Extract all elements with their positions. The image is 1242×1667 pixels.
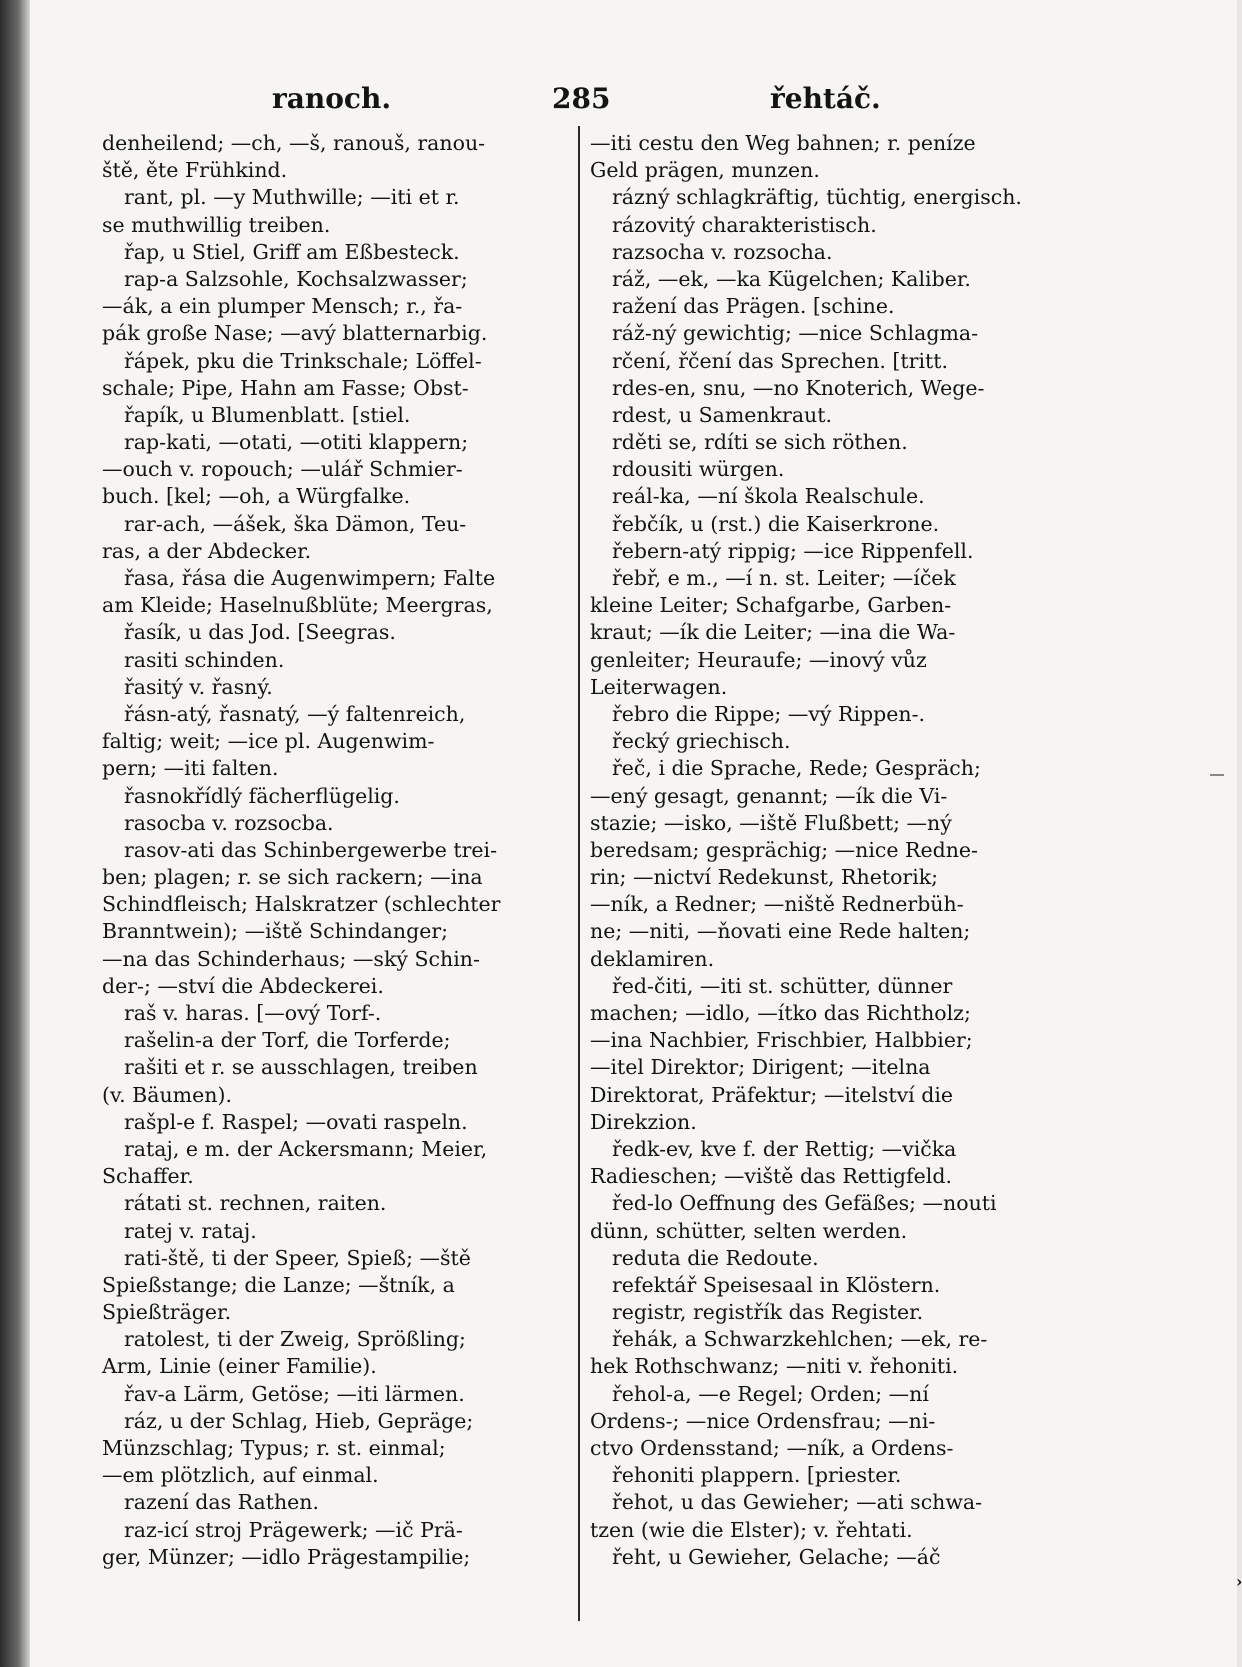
- entry-line: kraut; —ík die Leiter; —ina die Wa-: [590, 620, 956, 645]
- entry-line: řehot, u das Gewieher; —ati schwa-: [612, 1490, 983, 1515]
- entry-line: Leiterwagen.: [590, 674, 728, 699]
- entry-line: Direkzion.: [590, 1109, 697, 1134]
- entry-line: der-; —ství die Abdeckerei.: [102, 973, 384, 998]
- entry-line: am Kleide; Haselnußblüte; Meergras,: [102, 593, 493, 618]
- entry-line: rap-kati, —otati, —otiti klappern;: [124, 430, 469, 455]
- entry-line: —itel Direktor; Dirigent; —itelna: [590, 1055, 931, 1080]
- entry-line: denheilend; —ch, —š, ranouš, ranou-: [102, 131, 486, 155]
- entry-line: rap-a Salzsohle, Kochsalzwasser;: [124, 266, 468, 291]
- entry-line: rázovitý charakteristisch.: [612, 212, 877, 237]
- entry-line: rdousiti würgen.: [612, 457, 785, 482]
- entry-line: řebčík, u (rst.) die Kaiserkrone.: [612, 511, 940, 536]
- entry-line: ratolest, ti der Zweig, Sprößling;: [124, 1327, 466, 1352]
- entry-line: řebř, e m., —í n. st. Leiter; —íček: [612, 566, 956, 590]
- entry-line: ráz, u der Schlag, Hieb, Gepräge;: [124, 1408, 474, 1433]
- entry-line: —ák, a ein plumper Mensch; r., řa-: [102, 294, 463, 319]
- entry-line: ratej v. rataj.: [124, 1218, 257, 1243]
- entry-line: ště, ěte Frühkind.: [102, 158, 288, 183]
- entry-line: raz-icí stroj Prägewerk; —ič Prä-: [124, 1517, 463, 1542]
- entry-line: rčení, řčení das Sprechen. [tritt.: [612, 348, 949, 373]
- entry-line: Münzschlag; Typus; r. st. einmal;: [102, 1436, 446, 1460]
- entry-line: řed-čiti, —iti st. schütter, dünner: [612, 973, 953, 998]
- entry-line: řápek, pku die Trinkschale; Löffel-: [124, 348, 482, 373]
- entry-line: řasitý v. řasný.: [124, 674, 273, 699]
- entry-line: Arm, Linie (einer Familie).: [102, 1354, 377, 1379]
- entry-line: řasík, u das Jod. [Seegras.: [124, 620, 396, 645]
- entry-line: —ený gesagt, genannt; —ík die Vi-: [590, 783, 948, 808]
- entry-line: ras, a der Abdecker.: [102, 538, 312, 563]
- entry-line: Branntwein); —iště Schindanger;: [102, 919, 449, 944]
- entry-line: ne; —niti, —ňovati eine Rede halten;: [590, 919, 971, 944]
- entry-line: schale; Pipe, Hahn am Fasse; Obst-: [102, 375, 469, 400]
- entry-line: Geld prägen, munzen.: [590, 158, 820, 183]
- entry-line: řed-lo Oeffnung des Gefäßes; —nouti: [612, 1191, 997, 1216]
- entry-line: Spießträger.: [102, 1300, 232, 1325]
- entry-line: řap, u Stiel, Griff am Eßbesteck.: [124, 239, 460, 264]
- book-spine-shadow: [0, 0, 30, 1667]
- entry-line: rašpl-e f. Raspel; —ovati raspeln.: [124, 1109, 468, 1134]
- entry-line: se muthwillig treiben.: [102, 212, 331, 237]
- entry-line: rasiti schinden.: [124, 647, 285, 672]
- entry-line: Schaffer.: [102, 1164, 194, 1189]
- left-column: [102, 130, 572, 1571]
- page-corner-mark: ›: [1236, 1572, 1242, 1591]
- right-column: [590, 130, 1060, 1571]
- entry-line: buch. [kel; —oh, a Würgfalke.: [102, 484, 411, 509]
- entry-line: řav-a Lärm, Getöse; —iti lärmen.: [124, 1381, 465, 1406]
- entry-line: ctvo Ordensstand; —ník, a Ordens-: [590, 1436, 954, 1460]
- entry-line: rašelin-a der Torf, die Torferde;: [124, 1028, 451, 1053]
- entry-line: pern; —iti falten.: [102, 756, 279, 781]
- entry-line: Direktorat, Präfektur; —itelství die: [590, 1082, 954, 1107]
- entry-line: řeht, u Gewieher, Gelache; —áč: [612, 1544, 941, 1569]
- entry-line: řeč, i die Sprache, Rede; Gespräch;: [612, 756, 981, 781]
- entry-line: rar-ach, —ášek, ška Dämon, Teu-: [124, 511, 467, 536]
- entry-line: faltig; weit; —ice pl. Augenwim-: [102, 729, 435, 754]
- entry-line: kleine Leiter; Schafgarbe, Garben-: [590, 593, 952, 618]
- entry-line: řapík, u Blumenblatt. [stiel.: [124, 402, 411, 427]
- entry-line: rátati st. rechnen, raiten.: [124, 1191, 387, 1216]
- dictionary-page: [30, 0, 1242, 1667]
- page-header: [30, 82, 1237, 122]
- entry-line: rdest, u Samenkraut.: [612, 402, 833, 427]
- entry-line: registr, registřík das Register.: [612, 1300, 924, 1325]
- entry-line: —em plötzlich, auf einmal.: [102, 1463, 379, 1488]
- margin-dash-mark: [1210, 774, 1224, 776]
- entry-line: reduta die Redoute.: [612, 1245, 819, 1270]
- entry-line: razení das Rathen.: [124, 1490, 320, 1515]
- header-right-word: řehtáč.: [770, 82, 881, 115]
- entry-line: razsocha v. rozsocha.: [612, 239, 833, 264]
- entry-line: řasnokřídlý fächerflügelig.: [124, 783, 400, 808]
- entry-line: Spießstange; die Lanze; —štník, a: [102, 1272, 455, 1297]
- page-number: 285: [552, 82, 611, 115]
- entry-line: reál-ka, —ní škola Realschule.: [612, 484, 925, 509]
- entry-line: řasa, řása die Augenwimpern; Falte: [124, 566, 496, 590]
- entry-line: rázný schlagkräftig, tüchtig, energisch.: [612, 185, 1022, 210]
- entry-line: ráž-ný gewichtig; —nice Schlagma-: [612, 321, 979, 346]
- entry-line: hek Rothschwanz; —niti v. řehoniti.: [590, 1354, 959, 1379]
- entry-line: rasov-ati das Schinbergewerbe trei-: [124, 837, 498, 862]
- entry-line: rin; —nictví Redekunst, Rhetorik;: [590, 865, 939, 890]
- entry-line: —iti cestu den Weg bahnen; r. peníze: [590, 131, 976, 155]
- header-left-word: ranoch.: [272, 82, 392, 115]
- entry-line: ředk-ev, kve f. der Rettig; —vička: [612, 1136, 957, 1161]
- entry-line: řásn-atý, řasnatý, —ý faltenreich,: [124, 701, 466, 726]
- entry-line: machen; —idlo, —ítko das Richtholz;: [590, 1001, 971, 1025]
- entry-line: —ník, a Redner; —niště Rednerbüh-: [590, 892, 964, 917]
- entry-line: řebro die Rippe; —vý Rippen-.: [612, 701, 926, 726]
- entry-line: rasocba v. rozsocba.: [124, 810, 334, 835]
- entry-line: ráž, —ek, —ka Kügelchen; Kaliber.: [612, 266, 971, 291]
- entry-line: (v. Bäumen).: [102, 1082, 232, 1107]
- entry-line: rataj, e m. der Ackersmann; Meier,: [124, 1136, 488, 1161]
- entry-line: raš v. haras. [—ový Torf-.: [124, 1001, 382, 1025]
- entry-line: —ina Nachbier, Frischbier, Halbbier;: [590, 1028, 973, 1053]
- entry-line: genleiter; Heuraufe; —inový vůz: [590, 647, 927, 672]
- entry-line: deklamiren.: [590, 946, 715, 971]
- entry-line: rděti se, rdíti se sich röthen.: [612, 430, 908, 455]
- entry-line: Ordens-; —nice Ordensfrau; —ni-: [590, 1408, 936, 1433]
- entry-line: řecký griechisch.: [612, 729, 791, 754]
- entry-line: rdes-en, snu, —no Knoterich, Wege-: [612, 375, 985, 400]
- entry-line: —na das Schinderhaus; —ský Schin-: [102, 946, 480, 971]
- entry-line: rant, pl. —y Muthwille; —iti et r.: [124, 185, 460, 210]
- entry-line: dünn, schütter, selten werden.: [590, 1218, 908, 1243]
- entry-line: ben; plagen; r. se sich rackern; —ina: [102, 865, 483, 890]
- entry-line: řebern-atý rippig; —ice Rippenfell.: [612, 538, 974, 563]
- entry-line: stazie; —isko, —iště Flußbett; —ný: [590, 810, 952, 835]
- entry-line: tzen (wie die Elster); v. řehtati.: [590, 1517, 913, 1542]
- entry-line: refektář Speisesaal in Klöstern.: [612, 1272, 941, 1297]
- entry-line: beredsam; gesprächig; —nice Redne-: [590, 837, 978, 862]
- entry-line: rati-ště, ti der Speer, Spieß; —ště: [124, 1245, 471, 1270]
- entry-line: pák große Nase; —avý blatternarbig.: [102, 321, 488, 346]
- entry-line: řehol-a, —e Regel; Orden; —ní: [612, 1381, 929, 1406]
- entry-line: rašiti et r. se ausschlagen, treiben: [124, 1055, 478, 1080]
- entry-line: ger, Münzer; —idlo Prägestampilie;: [102, 1544, 471, 1569]
- entry-line: řehák, a Schwarzkehlchen; —ek, re-: [612, 1327, 988, 1352]
- entry-line: Schindfleisch; Halskratzer (schlechter: [102, 892, 501, 917]
- entry-line: Radieschen; —viště das Rettigfeld.: [590, 1164, 952, 1189]
- entry-line: ražení das Prägen. [schine.: [612, 294, 895, 319]
- column-divider: [578, 126, 580, 1621]
- entry-line: —ouch v. ropouch; —ulář Schmier-: [102, 457, 463, 482]
- entry-line: řehoniti plappern. [priester.: [612, 1463, 902, 1488]
